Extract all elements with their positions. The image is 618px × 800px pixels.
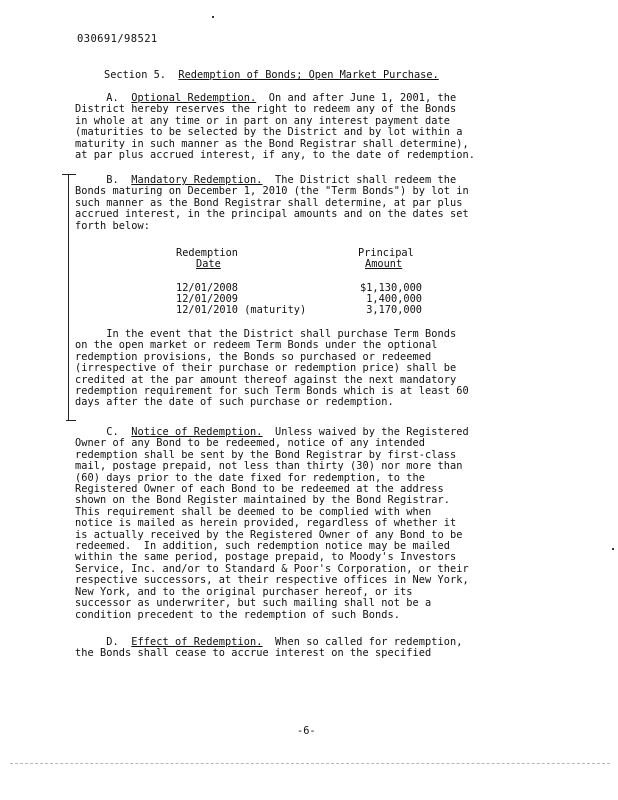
para-a-line: at par plus accrued interest, if any, to the date of redemption. bbox=[75, 149, 475, 162]
para-c-line: notice is mailed as herein provided, regardless of whether it bbox=[75, 517, 457, 530]
scan-speck bbox=[212, 16, 214, 18]
para-d-line: the Bonds shall cease to accrue interest on the specified bbox=[75, 647, 432, 660]
para-b2-line: redemption provisions, the Bonds so purchased or redeemed bbox=[75, 350, 432, 363]
para-c-line: is actually received by the Registered Owner of any Bond to be bbox=[75, 528, 463, 541]
para-c-line: successor as underwriter, but such mailing shall not be a bbox=[75, 597, 432, 610]
para-c-line: (60) days prior to the date fixed for redemption, to the bbox=[75, 471, 425, 484]
para-c-line: redemption shall be sent by the Bond Registrar by first-class bbox=[75, 448, 457, 461]
para-d-line: When so called for redemption, bbox=[274, 636, 463, 648]
row-date: 12/01/2009 bbox=[176, 293, 238, 305]
para-a-title: Optional Redemption. bbox=[131, 92, 257, 104]
paragraph-notice-of-redemption bbox=[75, 427, 469, 621]
para-c-line: respective successors, at their respective offices in New York, bbox=[75, 574, 469, 587]
margin-bracket-top bbox=[62, 174, 76, 175]
margin-bracket-bottom bbox=[66, 420, 76, 421]
section-heading bbox=[104, 69, 439, 81]
para-b2-line: days after the date of such purchase or redemption. bbox=[75, 396, 394, 409]
para-b2-line: on the open market or redeem Term Bonds under the optional bbox=[75, 339, 438, 352]
para-a-line: On and after June 1, 2001, the bbox=[268, 92, 457, 104]
para-c-line: mail, postage prepaid, not less than thirty (30) nor more than bbox=[75, 460, 463, 473]
para-c-line: condition precedent to the redemption of such Bonds. bbox=[75, 608, 400, 621]
page-number: -6- bbox=[297, 725, 316, 737]
column-header-redemption: Redemption bbox=[176, 247, 238, 259]
margin-bracket bbox=[68, 174, 69, 420]
row-note: (maturity) bbox=[244, 304, 307, 316]
row-date: 12/01/2010 bbox=[176, 304, 238, 316]
column-header-date: Date bbox=[196, 258, 221, 270]
paragraph-effect-of-redemption bbox=[75, 637, 462, 660]
para-c-line: Owner of any Bond to be redeemed, notice of any intended bbox=[75, 437, 425, 450]
para-b-title: Mandatory Redemption. bbox=[131, 174, 263, 186]
para-b-line: Bonds maturing on December 1, 2010 (the "Term Bonds") by lot in bbox=[75, 185, 469, 198]
para-c-line: redeemed. In addition, such redemption notice may be mailed bbox=[75, 540, 450, 553]
paragraph-optional-redemption bbox=[75, 93, 475, 161]
document-reference-number: 030691/98521 bbox=[77, 33, 158, 45]
column-header-principal: Principal bbox=[358, 247, 414, 259]
para-b-line: accrued interest, in the principal amounts and on the dates set bbox=[75, 208, 469, 221]
row-amount: $1,130,000 bbox=[360, 282, 422, 294]
row-amount: 1,400,000 bbox=[366, 293, 422, 305]
table-row bbox=[176, 305, 306, 316]
para-b2-line: In the event that the District shall purchase Term Bonds bbox=[75, 328, 457, 340]
scan-speck bbox=[612, 548, 614, 550]
para-b2-line: redemption requirement for such Term Bonds which is at least 60 bbox=[75, 385, 469, 398]
para-a-line: in whole at any time or in part on any interest payment date bbox=[75, 114, 450, 127]
para-c-line: New York, and to the original purchaser hereof, or its bbox=[75, 585, 413, 598]
para-a-marker: A. bbox=[106, 92, 119, 104]
para-b2-line: credited at the par amount thereof against the next mandatory bbox=[75, 373, 457, 386]
section-title: Redemption of Bonds; Open Market Purchase. bbox=[178, 69, 439, 81]
para-d-marker: D. bbox=[106, 636, 119, 648]
para-b-line: such manner as the Bond Registrar shall determine, at par plus bbox=[75, 196, 463, 209]
para-c-line: Service, Inc. and/or to Standard & Poor's Corporation, or their bbox=[75, 562, 469, 575]
para-c-line: This requirement shall be deemed to be complied with when bbox=[75, 505, 432, 518]
para-b-line: The District shall redeem the bbox=[274, 174, 457, 186]
para-c-line: Unless waived by the Registered bbox=[274, 426, 469, 438]
para-c-line: within the same period, postage prepaid, to Moody's Investors bbox=[75, 551, 457, 564]
paragraph-mandatory-redemption bbox=[75, 175, 469, 232]
section-label: Section 5. bbox=[104, 69, 166, 81]
para-c-title: Notice of Redemption. bbox=[131, 426, 263, 438]
para-a-line: (maturities to be selected by the District and by lot within a bbox=[75, 126, 463, 139]
column-header-amount: Amount bbox=[365, 258, 403, 270]
para-a-line: maturity in such manner as the Bond Registrar shall determine), bbox=[75, 137, 469, 150]
para-a-line: District hereby reserves the right to redeem any of the Bonds bbox=[75, 103, 457, 116]
para-c-line: shown on the Bond Register maintained by the Bond Registrar. bbox=[75, 494, 450, 507]
row-amount: 3,170,000 bbox=[366, 304, 422, 316]
paragraph-term-bond-credit bbox=[75, 329, 469, 409]
para-b-marker: B. bbox=[106, 174, 119, 186]
row-date: 12/01/2008 bbox=[176, 282, 238, 294]
para-b-line: forth below: bbox=[75, 219, 150, 232]
scan-artifact-line bbox=[10, 763, 610, 764]
para-d-title: Effect of Redemption. bbox=[131, 636, 263, 648]
para-b2-line: (irrespective of their purchase or redemption price) shall be bbox=[75, 362, 457, 375]
para-c-marker: C. bbox=[106, 426, 119, 438]
para-c-line: Registered Owner of each Bond to be redeemed at the address bbox=[75, 483, 444, 496]
